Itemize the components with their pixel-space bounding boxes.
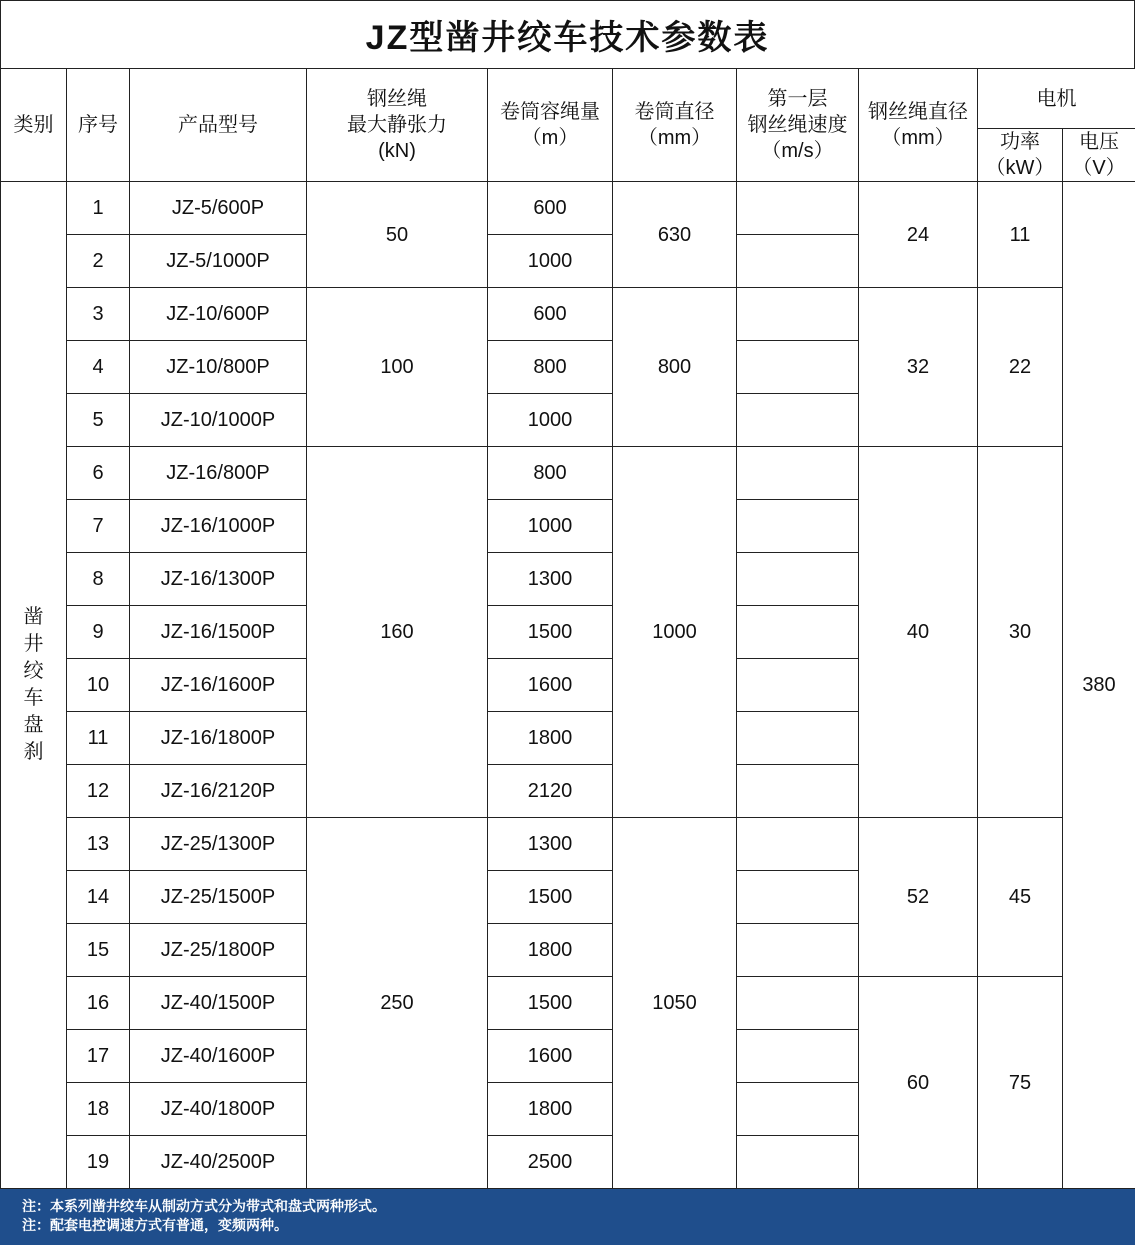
row-speed xyxy=(737,235,859,288)
rope-diameter-cell: 40 xyxy=(859,447,978,818)
header-rope-diameter xyxy=(859,69,978,182)
row-capacity: 1800 xyxy=(488,924,613,977)
category-char: 绞 xyxy=(23,660,44,682)
page-title: JZ型凿井绞车技术参数表 xyxy=(0,0,1135,69)
header-speed-line1: 第一层 xyxy=(767,88,828,110)
row-index: 5 xyxy=(67,394,130,447)
footnote-brake: 注：本系列凿井绞车从制动方式分为带式和盘式两种形式。 xyxy=(22,1199,386,1215)
row-model: JZ-16/1000P xyxy=(130,500,307,553)
table-row xyxy=(1,447,1135,500)
voltage-cell: 380 xyxy=(1063,182,1135,1189)
header-rope-diameter-line2: （mm） xyxy=(881,127,955,149)
row-model: JZ-16/1600P xyxy=(130,659,307,712)
category-char: 凿 xyxy=(23,606,44,628)
row-index: 16 xyxy=(67,977,130,1030)
row-speed xyxy=(737,924,859,977)
row-model: JZ-40/1800P xyxy=(130,1083,307,1136)
row-capacity: 1600 xyxy=(488,1030,613,1083)
row-index: 14 xyxy=(67,871,130,924)
power-cell: 22 xyxy=(978,288,1063,447)
drum-diameter-cell: 800 xyxy=(613,288,737,447)
header-category: 类别 xyxy=(1,69,67,182)
row-capacity: 1000 xyxy=(488,394,613,447)
row-index: 17 xyxy=(67,1030,130,1083)
table-row xyxy=(1,818,1135,871)
row-model: JZ-16/2120P xyxy=(130,765,307,818)
row-model: JZ-10/600P xyxy=(130,288,307,341)
header-tension-line3: (kN) xyxy=(378,140,416,162)
spec-table xyxy=(0,68,1135,1189)
row-model: JZ-16/800P xyxy=(130,447,307,500)
row-speed xyxy=(737,818,859,871)
power-cell: 30 xyxy=(978,447,1063,818)
row-index: 7 xyxy=(67,500,130,553)
row-speed xyxy=(737,659,859,712)
table-body xyxy=(1,182,1135,1189)
header-tension-line2: 最大静张力 xyxy=(347,114,447,136)
header-speed xyxy=(737,69,859,182)
row-capacity: 1300 xyxy=(488,553,613,606)
header-capacity-line2: （m） xyxy=(521,127,579,149)
header-rope-diameter-line1: 钢丝绳直径 xyxy=(868,101,968,123)
row-model: JZ-5/600P xyxy=(130,182,307,235)
tension-cell: 50 xyxy=(307,182,488,288)
row-index: 19 xyxy=(67,1136,130,1189)
row-capacity: 800 xyxy=(488,447,613,500)
row-index: 8 xyxy=(67,553,130,606)
row-model: JZ-40/2500P xyxy=(130,1136,307,1189)
row-index: 18 xyxy=(67,1083,130,1136)
header-voltage-line2: （V） xyxy=(1072,157,1126,179)
row-speed xyxy=(737,712,859,765)
header-tension xyxy=(307,69,488,182)
header-model: 产品型号 xyxy=(130,69,307,182)
row-index: 13 xyxy=(67,818,130,871)
row-speed xyxy=(737,500,859,553)
row-index: 2 xyxy=(67,235,130,288)
header-power xyxy=(978,129,1063,182)
header-voltage xyxy=(1063,129,1135,182)
row-model: JZ-10/1000P xyxy=(130,394,307,447)
row-index: 1 xyxy=(67,182,130,235)
header-capacity xyxy=(488,69,613,182)
row-capacity: 1500 xyxy=(488,977,613,1030)
category-cell xyxy=(1,182,67,1189)
row-model: JZ-40/1500P xyxy=(130,977,307,1030)
row-speed xyxy=(737,553,859,606)
header-motor: 电机 xyxy=(978,69,1135,129)
tension-cell: 160 xyxy=(307,447,488,818)
row-model: JZ-16/1800P xyxy=(130,712,307,765)
header-speed-line3: （m/s） xyxy=(761,140,834,162)
row-capacity: 600 xyxy=(488,288,613,341)
tension-cell: 100 xyxy=(307,288,488,447)
row-index: 10 xyxy=(67,659,130,712)
footnote-bar xyxy=(0,1189,1135,1245)
row-index: 15 xyxy=(67,924,130,977)
row-model: JZ-5/1000P xyxy=(130,235,307,288)
footnote-speed-control: 注：配套电控调速方式有普通，变频两种。 xyxy=(22,1218,288,1234)
row-speed xyxy=(737,447,859,500)
header-index: 序号 xyxy=(67,69,130,182)
header-voltage-line1: 电压 xyxy=(1079,131,1119,153)
row-capacity: 1600 xyxy=(488,659,613,712)
row-capacity: 800 xyxy=(488,341,613,394)
row-speed xyxy=(737,341,859,394)
drum-diameter-cell: 630 xyxy=(613,182,737,288)
row-model: JZ-10/800P xyxy=(130,341,307,394)
row-model: JZ-40/1600P xyxy=(130,1030,307,1083)
row-speed xyxy=(737,182,859,235)
table-row xyxy=(1,288,1135,341)
power-cell: 45 xyxy=(978,818,1063,977)
row-speed xyxy=(737,871,859,924)
header-power-line2: （kW） xyxy=(985,157,1055,179)
row-model: JZ-16/1500P xyxy=(130,606,307,659)
row-speed xyxy=(737,288,859,341)
rope-diameter-cell: 52 xyxy=(859,818,978,977)
row-speed xyxy=(737,765,859,818)
row-capacity: 1800 xyxy=(488,712,613,765)
row-speed xyxy=(737,394,859,447)
power-cell: 11 xyxy=(978,182,1063,288)
row-index: 3 xyxy=(67,288,130,341)
row-capacity: 1000 xyxy=(488,235,613,288)
row-index: 4 xyxy=(67,341,130,394)
table-row xyxy=(1,977,1135,1030)
header-tension-line1: 钢丝绳 xyxy=(367,88,427,110)
row-index: 9 xyxy=(67,606,130,659)
row-capacity: 1000 xyxy=(488,500,613,553)
row-model: JZ-16/1300P xyxy=(130,553,307,606)
rope-diameter-cell: 32 xyxy=(859,288,978,447)
row-speed xyxy=(737,1030,859,1083)
header-drum-diameter xyxy=(613,69,737,182)
row-capacity: 1800 xyxy=(488,1083,613,1136)
row-model: JZ-25/1800P xyxy=(130,924,307,977)
header-capacity-line1: 卷筒容绳量 xyxy=(500,101,600,123)
row-speed xyxy=(737,1136,859,1189)
row-index: 12 xyxy=(67,765,130,818)
category-char: 盘 xyxy=(23,714,44,736)
header-power-line1: 功率 xyxy=(1000,131,1040,153)
header-drum-diameter-line1: 卷筒直径 xyxy=(634,101,715,123)
tension-cell: 250 xyxy=(307,818,488,1189)
row-capacity: 600 xyxy=(488,182,613,235)
rope-diameter-cell: 60 xyxy=(859,977,978,1189)
table-row xyxy=(1,182,1135,235)
table-header xyxy=(1,69,1135,182)
row-capacity: 1500 xyxy=(488,606,613,659)
category-char: 车 xyxy=(23,687,44,709)
row-model: JZ-25/1500P xyxy=(130,871,307,924)
drum-diameter-cell: 1000 xyxy=(613,447,737,818)
category-char: 井 xyxy=(23,633,44,655)
row-speed xyxy=(737,606,859,659)
row-model: JZ-25/1300P xyxy=(130,818,307,871)
row-capacity: 1300 xyxy=(488,818,613,871)
header-speed-line2: 钢丝绳速度 xyxy=(747,114,848,136)
power-cell: 75 xyxy=(978,977,1063,1189)
row-speed xyxy=(737,977,859,1030)
row-capacity: 2500 xyxy=(488,1136,613,1189)
row-speed xyxy=(737,1083,859,1136)
rope-diameter-cell: 24 xyxy=(859,182,978,288)
row-capacity: 2120 xyxy=(488,765,613,818)
category-char: 刹 xyxy=(23,741,44,763)
drum-diameter-cell: 1050 xyxy=(613,818,737,1189)
row-capacity: 1500 xyxy=(488,871,613,924)
row-index: 11 xyxy=(67,712,130,765)
row-index: 6 xyxy=(67,447,130,500)
header-drum-diameter-line2: （mm） xyxy=(637,127,712,149)
